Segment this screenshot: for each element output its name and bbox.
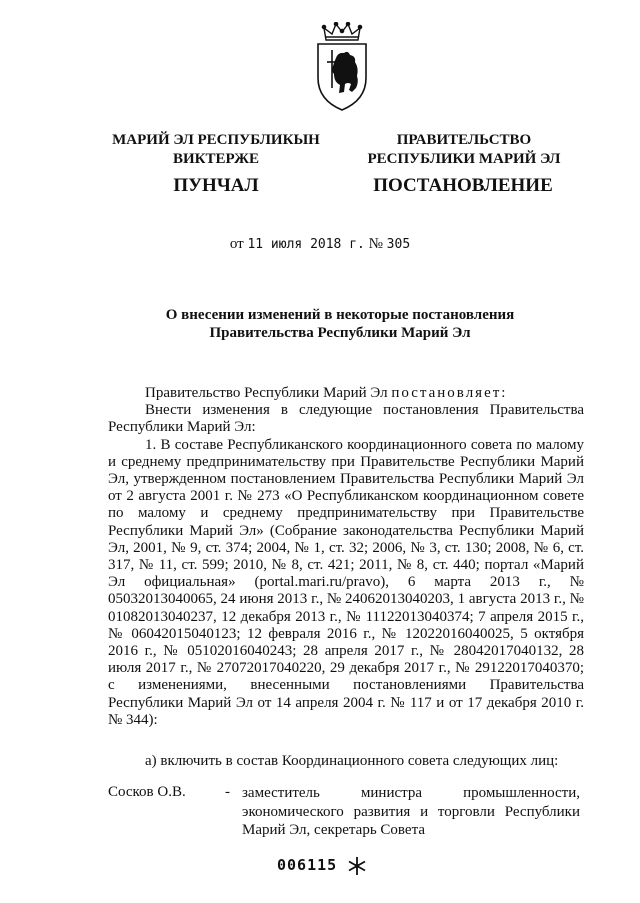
paragraph-3: 1. В составе Республиканского координационного совета по малому и среднему предпринимательству при Правительстве Республики Марий Эл, утвержденном постановлением Правительства Республики Марий Эл от 2 августа 2001 г. № 273 «О Республиканском координационном совете по малому и среднему предпринимательству при Правительстве Республики Марий Эл» (Собрание законодательства Республики Марий Эл, 2001, № 9, ст. 374; 2004, № 1, ст. 32; 2006, № 3, ст. 130; 2008, № 6, ст. 317, № 11, ст. 599; 2010, № 8, ст. 421; 2011, № 8, ст. 440; портал «Марий Эл официальная» (portal.mari.ru/pravo), 6 марта 2013 г., № 05032013040065, 24 июня 2013 г., № 24062013040203, 1 августа 2013 г., № 01082013040237, 12 декабря 2013 г., № 11122013040374; 7 апреля 2015 г., № 06042015040123; 12 февраля 2016 г., № 12022016040025, 5 октября 2016 г., № 05102016040243; 28 апреля 2017 г., № 28042017040132, 28 июля 2017 г., № 27072017040220, 29 декабря 2017 г., № 29122017040370; с изменениями, внесенными постановлениями Правительства Республики Марий Эл от 14 апреля 2004 г. № 117 и от 17 декабря 2010 г. № 344): (108, 436, 584, 728)
header-left-line2: ВИКТЕРЖЕ (172, 151, 260, 167)
header-left-doc-type: ПУНЧАЛ (173, 175, 259, 196)
header-left-republic (100, 131, 332, 169)
header-right-line2: РЕСПУБЛИКИ МАРИЙ ЭЛ (367, 151, 561, 167)
date-value: 11 июля 2018 г. (247, 237, 365, 252)
body-item-a (108, 753, 584, 770)
date-line (0, 236, 640, 253)
header-left-line1: МАРИЙ ЭЛ РЕСПУБЛИКЫН (112, 132, 320, 148)
member-role: заместитель министра промышленности, экономического развития и торговли Республики Марий Эл, секретарь Совета (242, 785, 580, 838)
title-line2: Правительства Республики Марий Эл (209, 325, 471, 341)
header-right-line1: ПРАВИТЕЛЬСТВО (396, 132, 532, 148)
asterisk-icon (346, 855, 368, 877)
intro-verb: постановляет: (391, 385, 508, 401)
paragraph-2: Внести изменения в следующие постановления Правительства Республики Марий Эл: (108, 402, 584, 436)
crown-icon (322, 22, 361, 40)
title-line1: О внесении изменений в некоторые постановления (165, 307, 515, 323)
header-right-doc-type: ПОСТАНОВЛЕНИЕ (373, 175, 553, 196)
member-name: Сосков О.В. (108, 784, 186, 800)
date-prefix: от (229, 236, 244, 252)
intro-subject: Правительство Республики Марий Эл (145, 385, 388, 401)
body-text (108, 385, 584, 729)
number-label: № (368, 236, 383, 252)
coat-of-arms-emblem (312, 22, 372, 112)
document-title (80, 306, 600, 342)
intro-paragraph (108, 385, 584, 402)
paragraph-4: а) включить в состав Координационного совета следующих лиц: (145, 753, 559, 769)
member-dash: - (225, 784, 230, 800)
document-number: 305 (386, 237, 411, 252)
registration-number: 006115 (277, 856, 338, 874)
header-right-government (358, 131, 570, 169)
